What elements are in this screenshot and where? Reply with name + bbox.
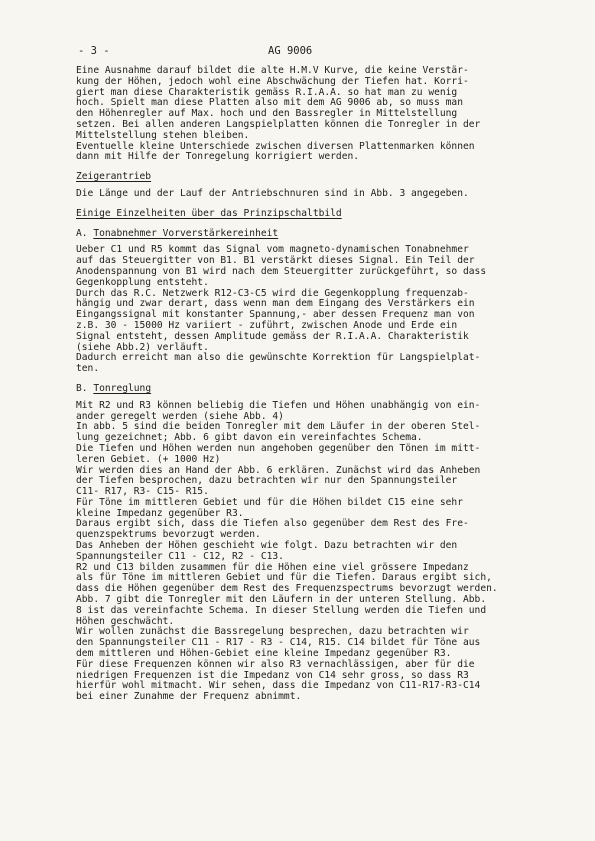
text-line: dem mittleren und Höhen-Gebiet eine kleine Impedanz gegenüber R3. xyxy=(76,648,452,660)
text-line: Signal entsteht, dessen Amplitude gemäss der R.I.A.A. Charakteristik xyxy=(76,330,469,342)
text-line: ten. xyxy=(76,363,100,375)
section-a-paragraph xyxy=(76,245,566,375)
subsection-title: Tonabnehmer Vorverstärkereinheit xyxy=(93,227,279,239)
text-line: als für Töne im mittleren Gebiet und für die Tiefen. Daraus ergibt sich, xyxy=(76,572,492,584)
text-line: ander geregelt werden (siehe Abb. 4) xyxy=(76,410,284,422)
page-number: - 3 - xyxy=(78,45,110,57)
text-line: den Höhenregler auf Max. hoch und den Bassregler in Mittelstellung xyxy=(76,108,458,120)
text-line: quenzspektrums bevorzugt werden. xyxy=(76,529,261,541)
subsection-prefix: A. xyxy=(76,227,88,239)
document-id: AG 9006 xyxy=(268,45,313,57)
text-line: Spannungsteiler C11 - C12, R2 - C13. xyxy=(76,550,284,562)
section-heading-einzelheiten: Einige Einzelheiten über das Prinzipschaltbild xyxy=(76,207,342,219)
intro-paragraph xyxy=(76,66,566,163)
text-line: Mittelstellung stehen bleiben. xyxy=(76,129,250,141)
text-line: hierfür wohl mitmacht. Wir sehen, dass die Impedanz von C11-R17-R3-C14 xyxy=(76,680,481,692)
text-line: kung der Höhen, jedoch wohl eine Abschwächung der Tiefen hat. Korri- xyxy=(76,75,469,87)
document-body xyxy=(76,66,566,703)
text-line: dann mit Hilfe der Tonregelung korrigiert werden. xyxy=(76,151,360,163)
text-line: Die Tiefen und Höhen werden nun angehoben gegenüber den Tönen im mitt- xyxy=(76,442,481,454)
text-line: 8 ist das vereinfachte Schema. In dieser Stellung werden die Tiefen und xyxy=(76,604,487,616)
text-line: dass die Höhen gegenüber dem Rest des Frequenzspectrums bevorzugt werden. xyxy=(76,583,498,595)
text-line: leren Gebiet. (+ 1000 Hz) xyxy=(76,453,221,465)
text-line: Für Töne im mittleren Gebiet und für die Höhen bildet C15 eine sehr xyxy=(76,496,463,508)
section-b-paragraph xyxy=(76,401,566,703)
text-line: Wir wollen zunächst die Bassregelung besprechen, dazu betrachten wir xyxy=(76,626,469,638)
text-line: R2 und C13 bilden zusammen für die Höhen eine viel grössere Impedanz xyxy=(76,561,469,573)
text-line: Mit R2 und R3 können beliebig die Tiefen und Höhen unabhängig von ein- xyxy=(76,399,481,411)
zeigerantrieb-text: Die Länge und der Lauf der Antriebschnuren sind in Abb. 3 angegeben. xyxy=(76,187,469,199)
text-line: hängig und zwar derart, dass wenn man dem Eingang des Verstärkers ein xyxy=(76,298,475,310)
page-header xyxy=(78,45,312,57)
text-line: giert man diese Charakteristik gemäss R.I.A.A. so hat man zu wenig xyxy=(76,86,458,98)
text-line: auf das Steuergitter von B1. B1 verstärkt dieses Signal. Ein Teil der xyxy=(76,255,475,267)
text-line: Für diese Frequenzen können wir also R3 vernachlässigen, aber für die xyxy=(76,658,475,670)
text-line: Ueber C1 und R5 kommt das Signal vom magneto-dynamischen Tonabnehmer xyxy=(76,244,469,256)
text-line: Wir werden dies an Hand der Abb. 6 erklären. Zunächst wird das Anheben xyxy=(76,464,481,476)
text-line: Dadurch erreicht man also die gewünschte Korrektion für Langspielplat- xyxy=(76,352,481,364)
text-line: (siehe Abb.2) verläuft. xyxy=(76,341,209,353)
text-line: den Spannungsteiler C11 - R17 - R3 - C14, R15. C14 bildet für Töne aus xyxy=(76,637,481,649)
text-line: In abb. 5 sind die beiden Tonregler mit dem Läufer in der oberen Stel- xyxy=(76,421,481,433)
text-line: hoch. Spielt man diese Platten also mit dem AG 9006 ab, so muss man xyxy=(76,97,463,109)
text-line: Eventuelle kleine Unterschiede zwischen diversen Plattenmarken können xyxy=(76,140,475,152)
text-line: z.B. 30 - 15000 Hz variiert - zuführt, zwischen Anode und Erde ein xyxy=(76,319,458,331)
text-line: Höhen geschwächt. xyxy=(76,615,175,627)
text-line: Gegenkopplung entsteht. xyxy=(76,276,209,288)
subsection-prefix: B. xyxy=(76,382,88,394)
text-line: niedrigen Frequenzen ist die Impedanz von C14 sehr gross, so dass R3 xyxy=(76,669,469,681)
text-line: lung gezeichnet; Abb. 6 gibt davon ein vereinfachtes Schema. xyxy=(76,432,423,444)
text-line: Eingangssignal mit konstanter Spannung,- aber dessen Frequenz man von xyxy=(76,309,475,321)
text-line: Anodenspannung von B1 wird nach dem Steuergitter zurückgeführt, so dass xyxy=(76,265,487,277)
text-line: bei einer Zunahme der Frequenz abnimmt. xyxy=(76,691,302,703)
text-line: kleine Impedanz gegenüber R3. xyxy=(76,507,244,519)
text-line: Durch das R.C. Netzwerk R12-C3-C5 wird die Gegenkopplung frequenzab- xyxy=(76,287,469,299)
section-heading-zeigerantrieb: Zeigerantrieb xyxy=(76,171,152,183)
subsection-heading-b xyxy=(76,384,566,395)
text-line: Abb. 7 gibt die Tonregler mit den Läufern in der unteren Stellung. Abb. xyxy=(76,594,487,606)
text-line: Eine Ausnahme darauf bildet die alte H.M.V Kurve, die keine Verstär- xyxy=(76,65,469,76)
subsection-heading-a xyxy=(76,229,566,240)
text-line: C11- R17, R3- C15- R15. xyxy=(76,486,209,498)
text-line: Daraus ergibt sich, dass die Tiefen also gegenüber dem Rest des Fre- xyxy=(76,518,469,530)
text-line: der Tiefen besprochen, dazu betrachten wir nur den Spannungsteiler xyxy=(76,475,458,487)
text-line: setzen. Bei allen anderen Langspielplatten können die Tonregler in der xyxy=(76,118,481,130)
subsection-title: Tonreglung xyxy=(93,382,152,394)
text-line: Das Anheben der Höhen geschieht wie folgt. Dazu betrachten wir den xyxy=(76,540,458,552)
